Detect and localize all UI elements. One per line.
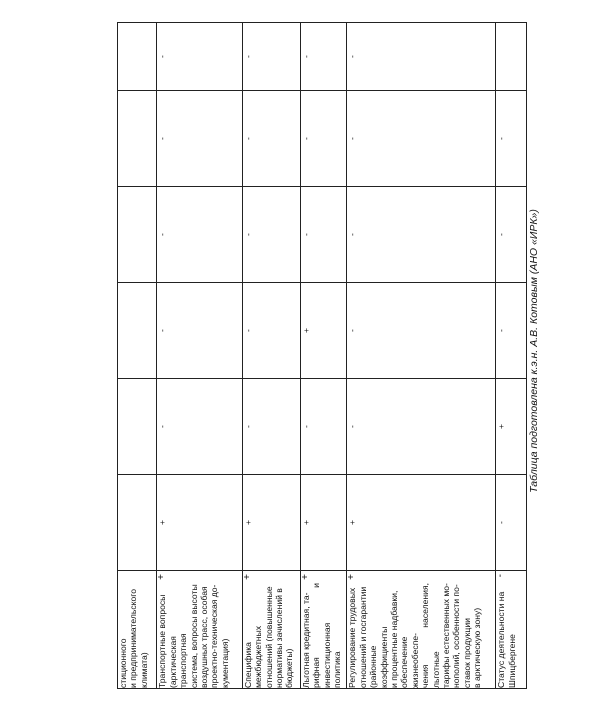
table-cell: - xyxy=(347,283,496,379)
row-mark: + xyxy=(346,574,358,580)
table-cell: - xyxy=(157,187,242,283)
table-cell: - xyxy=(347,91,496,187)
table-cell xyxy=(118,91,157,187)
row-label: Специфика межбюджетных отношений (повышенные нормативы зачислений в бюджеты) + xyxy=(242,571,300,689)
table-row xyxy=(300,23,347,689)
table-cell: - xyxy=(347,379,496,475)
table-cell xyxy=(118,187,157,283)
table-cell: - xyxy=(300,187,347,283)
table-cell: - xyxy=(242,187,300,283)
table-cell: - xyxy=(242,379,300,475)
table-row xyxy=(157,23,242,689)
row-mark: + xyxy=(156,574,168,580)
table-cell: - xyxy=(242,23,300,91)
table-cell: - xyxy=(496,91,527,187)
table-cell: - xyxy=(157,23,242,91)
row-label: стиционного и предпринимательского климата) xyxy=(118,571,157,689)
table-cell: - xyxy=(157,379,242,475)
table-cell: - xyxy=(242,283,300,379)
row-mark: + xyxy=(299,574,311,580)
comparison-table xyxy=(117,22,527,689)
table-cell: + xyxy=(157,475,242,571)
table-cell: - xyxy=(496,475,527,571)
table-row xyxy=(496,23,527,689)
table-cell: + xyxy=(347,475,496,571)
table-cell xyxy=(118,23,157,91)
row-label: Регулирование трудовых отношений и госгарантии (районные коэффициенты и процентные надбавки, обеспечение жизнеобеспе- чения населения, льготные тарифы естественных мо- нополий, особенности по- ставок продукции в арктическую зону) + xyxy=(347,571,496,689)
table-cell: - xyxy=(157,283,242,379)
table-cell xyxy=(118,475,157,571)
table-cell xyxy=(496,23,527,91)
table-cell: - xyxy=(347,23,496,91)
table-cell: + xyxy=(496,379,527,475)
table-cell: + xyxy=(300,475,347,571)
table-row xyxy=(118,23,157,689)
table-cell: - xyxy=(300,91,347,187)
table-caption: Таблица подготовлена к.э.н. А.В. Котовым (АНО «ИРК») xyxy=(528,209,540,493)
table-row xyxy=(347,23,496,689)
table-cell: - xyxy=(300,379,347,475)
table-cell: + xyxy=(300,283,347,379)
row-label: Льготная кредитная, та- рифная и инвестиционная политика + xyxy=(300,571,347,689)
table-cell: - xyxy=(347,187,496,283)
table-row xyxy=(242,23,300,689)
row-mark: + xyxy=(241,574,253,580)
table-cell xyxy=(118,283,157,379)
table-cell: - xyxy=(157,91,242,187)
row-mark: - xyxy=(495,574,507,578)
row-label: Статус деятельности на Шпицбергене - xyxy=(496,571,527,689)
row-label: Транспортные вопросы (арктическая транспортная система, вопросы высоты воздушных трасс, особая проектно-техническая до- кументация) + xyxy=(157,571,242,689)
table-cell: - xyxy=(300,23,347,91)
table-cell: + xyxy=(242,475,300,571)
table-cell xyxy=(118,379,157,475)
table-cell: - xyxy=(242,91,300,187)
table-cell: - xyxy=(496,283,527,379)
table-cell: - xyxy=(496,187,527,283)
